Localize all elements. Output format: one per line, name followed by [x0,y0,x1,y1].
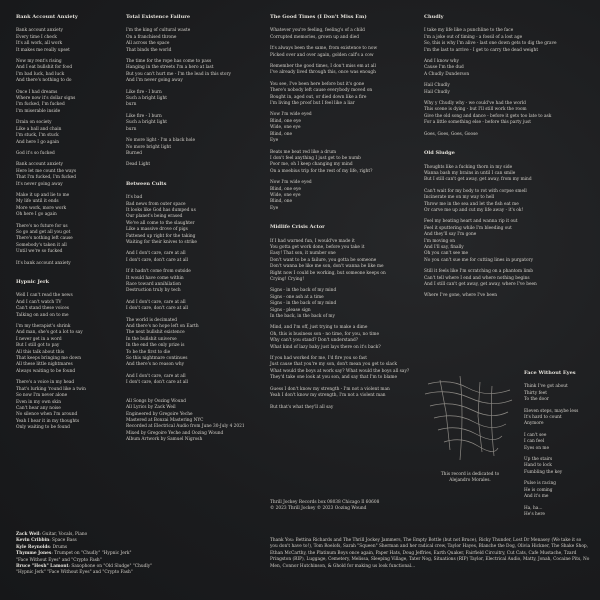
lyrics [16,28,116,267]
personnel-row [16,570,266,576]
lyric-line: In the end the only prize is [126,343,185,349]
lyric-line: It's hard to count [524,415,562,421]
lyric-line: It's bank account anxiety [16,260,71,266]
lyric-line: Eye [270,138,279,144]
lyric-line: Well I can't read the news [16,293,73,299]
lyrics [16,293,116,431]
lyric-line: You see, I've been here before but it's gone [270,81,365,87]
lyric-line: Once I had dreams [16,89,58,95]
lyric-line: I'm moving on [424,238,456,244]
lyric-line: It would have come within [126,275,184,281]
lyric-line: And I don't care, care at all [126,373,186,379]
lyric-line: Bank account anxiety [16,162,63,168]
lyric-line: Incinerate me on my way to hell [424,195,495,201]
lyric-line: Our planet's being erased [126,214,183,220]
song-title: Between Cults [126,180,167,187]
musician-name: Kevin Cribbin [16,538,50,544]
lyric-line: I can feel [524,439,545,445]
lyric-line: Blind, one [270,199,293,205]
song-midlife-crisis-actor [270,224,420,411]
lyric-line: Easy! That son, it number one [270,251,336,257]
lyric-line: Still it feels like I'm scratching on a phantom limb [424,269,534,275]
lyric-line: A Chudly Dunderson [424,71,470,77]
lyric-line: He is coming [524,487,553,493]
lyric-line: It's never going away [16,181,63,187]
lyric-line: Why can't you stand? Don't understand? [270,338,359,344]
lyric-line: And I don't care, care at all [126,251,186,257]
lyric-line: There's no future for us [16,223,68,229]
lyric-line: But you can't hurt me - I'm the lead in this story [126,71,231,77]
musician-name: Zack Weil [16,532,40,537]
lyric-line: All these little nightmares [16,362,73,368]
lyric-line: It's always been the same, from existence to now [270,46,378,52]
lyric-line: Mind, and I'm off, just trying to make a dime [270,325,368,331]
lyric-line: Thoughts like a fucking thorn in my side [424,164,513,170]
song-title: Midlife Crisis Actor [270,224,325,231]
song-total-existence-failure [126,14,266,169]
lyric-line: Signs - one ash at a time [270,294,324,300]
lyric-line: No more light - I'm a black hole [126,138,196,144]
lyric-line: Oh here I go again [16,212,57,218]
lyric-line: And I don't care, care at all [126,299,186,305]
lyric-line: You gotta get work done, before you take it [270,244,365,250]
lyric-line: To the door [524,397,549,403]
lyric-line: Can't wait for my body to rot with corpse smell [424,188,527,194]
lyric-line: If you had worked for me, I'd fire you so fast [270,356,367,362]
lyric-line: Fumbling the key [524,469,563,475]
lyric-line: The next bullshit existence [126,330,185,336]
lyric-line: So this nightmare continues [126,356,188,362]
lyric-line: On a moebius trip for the rest of my life, right? [270,168,373,174]
lyric-line: God it's so fucked [16,150,55,156]
lyric-line: Signs - in the back of my mind [270,288,337,294]
lyric-line: In the back, in the back of my [270,314,335,320]
lyric-line: And I can't watch TV [16,299,62,305]
lyric-line: They'd take one look at you son, and say that I'm to blame [270,375,398,381]
song-face-without-eyes [524,370,594,518]
musician-name: Bruce "Hesh" Lamont [16,564,69,570]
lyric-line: So go and get all you got [16,229,71,235]
lyric-line: I'm the king of cultural waste [126,28,191,34]
lyric-line: Just cause that you're my son, don't mean you get to slack [270,362,397,368]
lyric-line: Don't want to be a failure, you gotta be someone [270,257,377,263]
lyric-line: Hail Chudly [424,83,450,89]
lyric-line: Burned [126,150,143,156]
artwork-illustration [420,372,520,467]
lyric-line: Destruction truly by tech [126,288,181,294]
musician-role: : Drums [49,544,68,550]
song-title: Chudly [424,14,444,20]
song-title: Face Without Eyes [524,370,576,376]
lyric-line: I never get in a word [16,336,62,342]
lyric-line: There's a voice in my head [16,380,75,386]
lyric-line: What would the boys at work say? What would the boys all say? [270,368,410,374]
lyric-line: burn [126,126,137,132]
lyric-line: Somebody's taken it all [16,242,67,248]
lyric-line: Bought in, aged out, or died down like a fire [270,94,367,100]
thank-you-text: Thank You: Bettina Richards and The Thrill Jockey Jammers, The Empty Bottle (but not Bruce), Ricky Thunder, Lost Dr Menasey (We take it so you don't have to!), Tom Roelofs, Sarah "Squeen" Sherman and her radical crew, Taylor Hayes, Blanche the Dog, Olivia Hickner, The Shake Shop, Ethan McCarthy, the Platinum Boys once again, Paper Hats, Doug Jeffries, Earth Quaker, Fairfield Circuitry, Cut Cats, Cafe Mustache, Tzard Pringston (RIP), Luggage, Cemetery, Melissa, Sleeping Village, Tater Nog, Situations (RIP) Taylor, Electrical Audio, Matty, Jonah, Cocaine Pits, No Men, Connor Hutchinson, & Ghold for making us look functional... [270,538,590,569]
lyric-line: It makes me really upset [16,47,70,53]
lyric-line: And I'm never going away [126,78,183,84]
musician-name: Thymme Jones [16,551,52,557]
lyrics [524,384,594,518]
song-title: Bank Account Anxiety [16,14,78,20]
lyric-line: Always waiting to be found [16,368,76,374]
lyric-line: In the bullshit universe [126,336,177,342]
lyric-line: Bank account anxiety [16,28,63,34]
lyric-line: Blind, one eye [270,186,301,192]
lyric-line: That's lurking 'round like a twin [16,386,86,392]
lyric-line: And I'll say, finally [424,244,464,250]
lyric-line: I've already lived through this, once was enough [270,70,376,76]
song-chudly [424,14,594,138]
lyric-line: But I still can't get away, get away, from my mind [424,177,532,183]
song-title: Total Existence Failure [126,14,191,20]
lyric-line: We've all come to the slaughter [126,220,195,226]
lyric-line: Remember the good times, I don't miss em at all [270,64,376,70]
lyric-line: Feel my beating heart and wanna rip it out [424,219,518,225]
lyric-line: Yeah I don't know my strength, I'm not a violent man [270,393,386,399]
lyric-line: Only waiting to be found [16,425,70,431]
label-info [270,500,430,513]
lyric-line: Signs - please sign [270,307,311,313]
lyric-line: And there's nothing to do [16,78,72,84]
dedication-line: Alejandro Morales. [449,478,491,484]
lyric-line: Fattened up right for the taking [126,233,196,239]
lyric-line: Why y Chudly why - we could've had the world [424,101,526,107]
lyric-line: Signs - in the back of my mind [270,301,337,307]
lyric-line: That I'm fucked, I'm fucked [16,175,76,181]
lyric-line: Even in my own skin [16,399,61,405]
lyric-line: I don't care, don't care at all [126,306,189,312]
lyric-line: No more bright light [126,144,172,150]
lyric-line: And it's me [524,494,549,500]
lyric-line: Anymore [524,421,544,427]
lyric-line: If it hadn't come from outside [126,269,191,275]
column-3 [270,14,420,423]
lyric-line: Yeah I hear it in my thoughts [16,418,80,424]
lyric-line: Waiting for their knives to strike [126,239,197,245]
lyric-line: Give the old song and dance - before it gets too late to ask [424,113,552,119]
musician-role: : Guitar, Vocals, Piano [39,532,88,537]
lyric-line: No silence when I'm around [16,412,78,418]
lyric-line: Can't hear any noise [16,405,61,411]
lyrics [126,195,266,387]
lyric-line: Wide, one eye [270,125,301,131]
lyric-line: Race toward annihilation [126,282,181,287]
personnel [16,532,266,577]
lyric-line: I can't see [524,432,547,438]
lyric-line: Mastered at Bonzai Mastering NYC [126,417,204,423]
lyric-line: Ha, ha... [524,505,543,511]
lyric-line: Until we're so fucked [16,249,63,255]
lyric-line: Bad news from outer space [126,201,186,207]
lyric-line: Where I've gone, where I've been [424,293,498,299]
musician-role: : Space Bass [49,538,77,544]
lyric-line: I'm a joke out of timing - a fossil of a lost age [424,34,523,40]
lyric-line: Hail Chudly [424,89,450,95]
lyric-line: It looks like God has dumped us [126,207,196,213]
lyrics [126,28,266,168]
lyric-line: I don't feel anything I just get to be numb [270,155,361,161]
lyric-line: And they'll say I'm gone [424,232,477,238]
lyric-line: Whatever you're feeling, feeling's of a child [270,28,365,34]
lyric-line: I'm stuck, I'm stuck [16,133,59,139]
lyric-line: Hanging in the streets I'm a hero at last [126,65,214,71]
lyric-line: Such a bright light [126,96,167,102]
musician-role: : Saxophone on "Old Sludge" "Chudly" [68,564,153,570]
lyric-line: There's nothing left cause [16,236,73,242]
dedication-line: This record is dedicated to [440,472,500,477]
lyric-line: I take my life like a punchline to the face [424,28,514,34]
lyric-line: Now my rent's rising [16,59,62,65]
song-hypnic-jerk [16,279,116,432]
lyric-line: All Songs by Oozing Wound [126,398,187,404]
lyric-line: Engineered by Gregoire Yeche [126,411,193,417]
lyric-line: Where now it's dollar signs [16,96,76,102]
column-1 [16,14,116,444]
lyric-line: Every time I check [16,34,57,40]
lyric-line: Eleven steps, maybe less [524,408,579,414]
lyric-line: That keeps bringing me down [16,356,82,362]
lyric-line: Throw me in the sea and let the fish eat me [424,201,519,207]
song-good-times [270,14,420,212]
lyrics [270,239,420,411]
lyric-line: It's bad [126,195,143,201]
lyric-line: But that's what they'll all say [270,404,334,410]
lyric-line: It's all work, all work [16,41,63,47]
lyric-line: And I eat bullshit for food [16,65,73,71]
lyric-line: Here let me count the ways [16,168,77,174]
production-credits [126,399,266,444]
song-title: The Good Times (I Don't Miss Em) [270,14,367,20]
lyric-line: Can't stand these voices [16,306,69,312]
lyric-line: Poor me, oh I keep changing my mind [270,162,353,168]
lyric-line: Or carve me up and cut my life away - it's ok! [424,207,524,213]
lyric-line: I'm bad luck, bad luck [16,71,65,77]
song-title: Old Sludge [424,150,455,157]
musician-name: Kyle Reynolds [16,544,50,550]
lyric-line: Talking on and on to me [16,312,69,318]
lyric-line: But I still got to pay [16,343,60,349]
song-bank-account-anxiety [16,14,116,267]
dedication [420,472,520,485]
lyric-line: My life until it ends [16,199,59,205]
lyric-line: On a franchised throne [126,34,177,40]
lyric-line: For a little something else - before this party just [424,120,531,126]
lyric-line: Oh you can't see me [424,251,469,257]
lyric-line: Guess I don't know my strength - I'm not a violent man [270,386,390,392]
lyric-line: I'm miserable inside [16,108,61,114]
lyric-line: All this talk about this [16,349,65,355]
lyric-line: If I had warned fun, I would've made it [270,238,355,244]
lyric-line: I'm the last to arrive - I get to carry the dead weight [424,47,539,53]
lyric-line: Oh, this is business son - no time, for you, no time [270,331,380,337]
lyric-line: To be the first to die [126,349,171,355]
lyric-line: Like fire - I burn [126,89,162,95]
lyric-line: Corrupted memories, grown up and died [270,34,360,40]
lyric-line: The time for the rope has come to pass [126,59,212,65]
lyric-line: Eyes on me [524,445,550,451]
lyric-line: Now I'm wide eyed [270,180,312,186]
column-4 [424,14,594,312]
lyric-line: Thirty feet [524,390,547,396]
lyric-line: Such a bright light [126,120,167,126]
lyric-line: Recorded at Electrical Audio from June 30-July 4 2021 [126,424,245,430]
lyric-line: I'm my therapist's shrink [16,324,71,330]
song-between-cults [126,181,266,387]
lyric-line: I don't care, don't care at all [126,257,189,263]
lyric-line: Album Artwork by Samuel Nigrosh [126,437,203,443]
lyric-line: What kind of lazy baby just lays there on it's back? [270,344,381,350]
lyric-line: Drain on society [16,120,52,126]
label-line: Thrill Jockey Records box 08038 Chicago Il 60608 [270,500,380,505]
lyric-line: burn [126,102,137,108]
lyric-line: Now I'm wide eyed [270,112,312,118]
lyric-line: Feel it sputtering while I'm bleeding out [424,225,512,231]
lyric-line: Beats me beat red like a drum [270,149,337,155]
lyric-line: Blind, one [270,131,293,137]
lyrics [270,28,420,212]
lyric-line: So now I'm never alone [16,393,68,399]
lyric-line: Blind, one eye [270,118,301,124]
lyric-line: Like a ball and chain [16,126,62,132]
credits-lines [126,399,266,444]
lyric-line: The world is decimated [126,317,178,323]
lyric-line: Make it up and lie to me [16,192,70,198]
lyric-line: That binds the world [126,47,172,53]
lyric-line: And I still can't get away, get away, where I've been [424,282,537,287]
lyric-line: This scene is dying - but I'll still work the room [424,107,527,113]
musician-role: : Trumpet on "Chudly" "Hypnic Jerk" [51,551,132,557]
lyric-line: Hand to lock [524,463,552,469]
lyrics [424,28,594,138]
lyric-line: Think I've got about [524,384,568,390]
lyric-line: Like fire - I burn [126,113,162,119]
lyric-line: Don't wanna be like me son, don't wanna be like me [270,264,384,270]
lyric-line: Can't tell where I end and where nothing begins [424,275,530,281]
lyric-line: Crying! Crying! [270,277,305,282]
lyric-line: There's nobody left cause everybody moved on [270,88,373,94]
lyric-line: And I know why [424,59,459,65]
lyric-line: Like a massive drove of pigs [126,227,188,233]
lyric-line: I'm fucked, I'm fucked [16,102,65,108]
lyric-line: I'm living the proof but I feel like a liar [270,101,355,107]
lyric-line: Goes, Goes, Goes, Goose [424,131,478,137]
lyric-line: Pulse is racing [524,481,557,487]
lyric-line: All across the space [126,41,170,47]
column-2 [126,14,266,456]
lyric-line: More work, more work [16,205,67,211]
musician-role: "Face Without Eyes" and "Crypto Fash" [16,557,102,563]
lyric-line: Dead Light [126,162,151,168]
lyric-line: Wanna bash my brains in until I can smile [424,170,516,176]
lyric-line: And there's no hope left on Earth [126,324,199,330]
lyric-line: Right now I could be working, but someone keeps on [270,270,386,276]
lyric-line: And here I go again [16,139,60,145]
lyric-line: Picked over and over again, golden calf's a cow [270,52,374,58]
lyric-line: Cause I'm the dud [424,65,464,71]
lyric-line: Wide, one eye [270,192,301,198]
lyric-line: And there's no reason why [126,362,185,368]
lyric-line: All Lyrics by Zack Weil [126,405,176,411]
lyric-line: No you can't sue me for cutting lines in purgatory [424,257,534,263]
lyric-line: Mixed by Gregoire Yeche and Oozing Wound [126,430,224,436]
musician-role: "Hypnic Jerk" "Face Without Eyes" and "Crypto Fash" [16,570,133,576]
lyric-line: Eye [270,205,279,211]
lyric-line: So, this is why I'm alive - last one down gets to dig the grave [424,41,557,47]
lyric-line: Up the stairs [524,457,553,463]
lyric-line: And man, she's got a lot to say [16,330,83,336]
lyrics [424,165,594,300]
song-title: Hypnic Jerk [16,279,50,285]
lyric-line: He's here [524,511,545,517]
label-line: © 2023 Thrill Jockey © 2023 Oozing Wound [270,506,367,512]
lyric-line: I don't care, don't care at all [126,380,189,386]
song-old-sludge [424,150,594,300]
